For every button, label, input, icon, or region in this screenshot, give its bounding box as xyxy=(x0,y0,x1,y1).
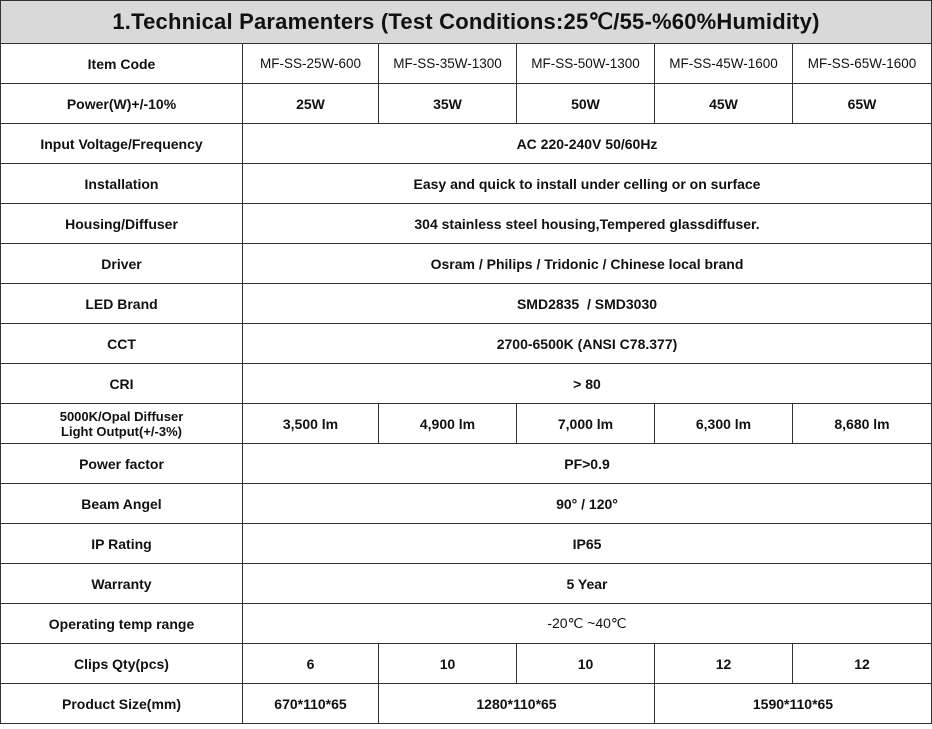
power-cell: 45W xyxy=(655,84,793,124)
product-size-cell: 1590*110*65 xyxy=(655,684,932,724)
power-cell: 25W xyxy=(243,84,379,124)
row-label: Housing/Diffuser xyxy=(1,204,243,244)
product-size-cell: 1280*110*65 xyxy=(379,684,655,724)
cri-value: > 80 xyxy=(243,364,932,404)
clips-qty-cell: 12 xyxy=(655,644,793,684)
item-code-cell: MF-SS-50W-1300 xyxy=(517,44,655,84)
product-size-cell: 670*110*65 xyxy=(243,684,379,724)
power-cell: 65W xyxy=(793,84,932,124)
row-label: CCT xyxy=(1,324,243,364)
installation-value: Easy and quick to install under celling or on surface xyxy=(243,164,932,204)
led-brand-value: SMD2835 / SMD3030 xyxy=(243,284,932,324)
light-output-cell: 4,900 lm xyxy=(379,404,517,444)
row-label: Input Voltage/Frequency xyxy=(1,124,243,164)
row-label: Warranty xyxy=(1,564,243,604)
driver-value: Osram / Philips / Tridonic / Chinese local brand xyxy=(243,244,932,284)
table-row xyxy=(1,44,932,84)
row-label: Operating temp range xyxy=(1,604,243,644)
table-row xyxy=(1,564,932,604)
row-label: LED Brand xyxy=(1,284,243,324)
ip-rating-value: IP65 xyxy=(243,524,932,564)
table-row xyxy=(1,124,932,164)
input-voltage-value: AC 220-240V 50/60Hz xyxy=(243,124,932,164)
cct-value: 2700-6500K (ANSI C78.377) xyxy=(243,324,932,364)
clips-qty-cell: 6 xyxy=(243,644,379,684)
table-row xyxy=(1,204,932,244)
table-row xyxy=(1,364,932,404)
table-row xyxy=(1,404,932,444)
table-row xyxy=(1,164,932,204)
row-label: Installation xyxy=(1,164,243,204)
table-row xyxy=(1,604,932,644)
item-code-cell: MF-SS-45W-1600 xyxy=(655,44,793,84)
table-title: 1.Technical Paramenters (Test Conditions:25℃/55-%60%Humidity) xyxy=(1,1,932,44)
table-row xyxy=(1,444,932,484)
table-row xyxy=(1,484,932,524)
row-label: CRI xyxy=(1,364,243,404)
light-output-cell: 6,300 lm xyxy=(655,404,793,444)
row-label: Power(W)+/-10% xyxy=(1,84,243,124)
clips-qty-cell: 10 xyxy=(379,644,517,684)
row-label xyxy=(1,404,243,444)
table-row xyxy=(1,524,932,564)
title-row xyxy=(1,1,932,44)
light-output-cell: 3,500 lm xyxy=(243,404,379,444)
table-row xyxy=(1,284,932,324)
row-label: Power factor xyxy=(1,444,243,484)
light-output-cell: 8,680 lm xyxy=(793,404,932,444)
row-label: Beam Angel xyxy=(1,484,243,524)
row-label: Clips Qty(pcs) xyxy=(1,644,243,684)
clips-qty-cell: 10 xyxy=(517,644,655,684)
row-label: Driver xyxy=(1,244,243,284)
housing-value: 304 stainless steel housing,Tempered glassdiffuser. xyxy=(243,204,932,244)
warranty-value: 5 Year xyxy=(243,564,932,604)
table-row xyxy=(1,84,932,124)
light-output-cell: 7,000 lm xyxy=(517,404,655,444)
clips-qty-cell: 12 xyxy=(793,644,932,684)
light-output-label-line2: Light Output(+/-3%) xyxy=(61,423,182,439)
power-cell: 50W xyxy=(517,84,655,124)
power-cell: 35W xyxy=(379,84,517,124)
row-label: Item Code xyxy=(1,44,243,84)
light-output-label-line1: 5000K/Opal Diffuser xyxy=(59,408,184,424)
item-code-cell: MF-SS-25W-600 xyxy=(243,44,379,84)
row-label: Product Size(mm) xyxy=(1,684,243,724)
table-row xyxy=(1,644,932,684)
table-row xyxy=(1,324,932,364)
item-code-cell: MF-SS-65W-1600 xyxy=(793,44,932,84)
operating-temp-value: -20℃ ~40℃ xyxy=(243,604,932,644)
table-row xyxy=(1,684,932,724)
row-label: IP Rating xyxy=(1,524,243,564)
item-code-cell: MF-SS-35W-1300 xyxy=(379,44,517,84)
power-factor-value: PF>0.9 xyxy=(243,444,932,484)
table-row xyxy=(1,244,932,284)
beam-angle-value: 90° / 120° xyxy=(243,484,932,524)
